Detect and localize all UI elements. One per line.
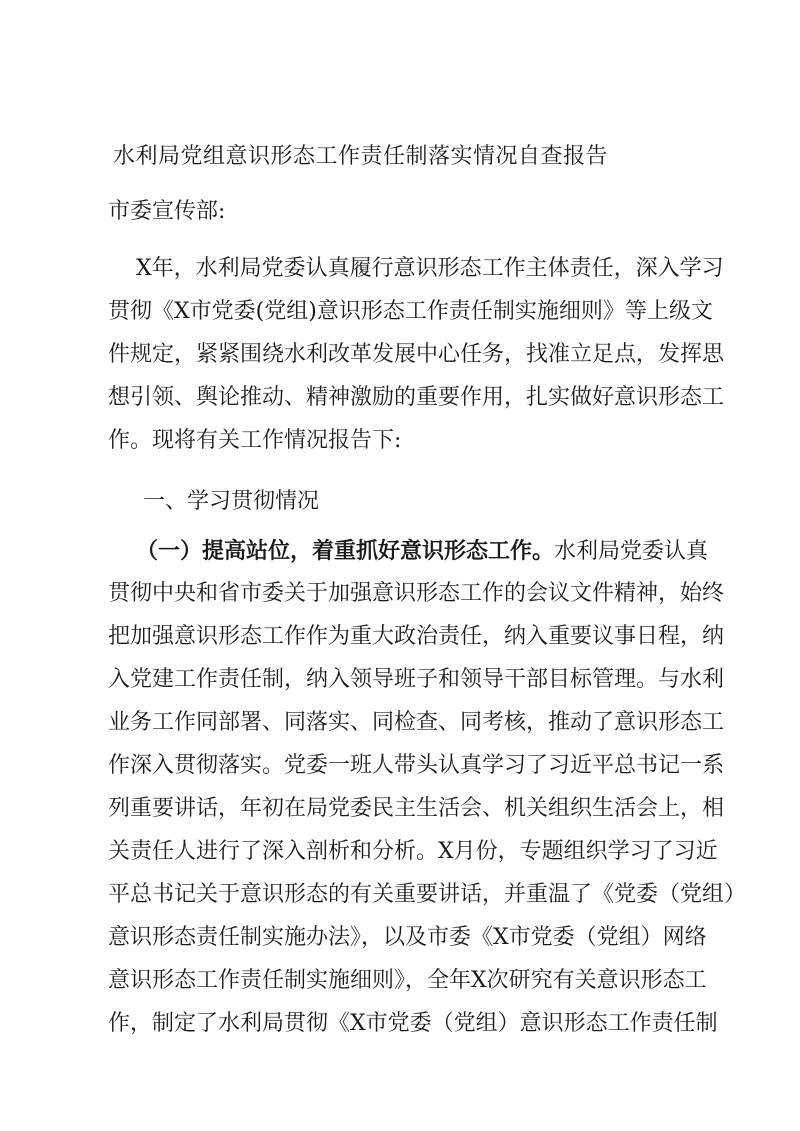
subsection-line-2: 贯彻中央和省市委关于加强意识形态工作的会议文件精神，始终	[108, 581, 725, 606]
subsection-line-3: 把加强意识形态工作作为重大政治责任，纳入重要议事日程，纳	[108, 624, 725, 649]
subsection-first-line	[136, 540, 708, 563]
subsection-line-11: 意识形态工作责任制实施细则》，全年X次研究有关意识形态工	[108, 968, 707, 993]
subsection-line-9: 平总书记关于意识形态的有关重要讲话，并重温了《党委（党组）	[108, 882, 747, 907]
subsection-line-8: 关责任人进行了深入剖析和分析。X月份，专题组织学习了习近	[108, 839, 718, 864]
intro-line-2: 贯彻《X市党委(党组)意识形态工作责任制实施细则》等上级文	[108, 299, 713, 324]
subsection-line-10: 意识形态责任制实施办法》，以及市委《X市党委（党组）网络	[108, 925, 707, 950]
subsection-line-4: 入党建工作责任制，纳入领导班子和领导干部目标管理。与水利	[108, 667, 725, 692]
document-title: 水利局党组意识形态工作责任制落实情况自查报告	[113, 144, 609, 169]
subsection-line-7: 列重要讲话，年初在局党委民主生活会、机关组织生活会上，相	[108, 796, 725, 821]
subsection-line-5: 业务工作同部署、同落实、同检查、同考核，推动了意识形态工	[108, 710, 725, 735]
subsection-lead: （一）提高站位，着重抓好意识形态工作。	[136, 538, 555, 564]
intro-line-1: X年，水利局党委认真履行意识形态工作主体责任，深入学习	[136, 256, 724, 281]
subsection-line-6: 作深入贯彻落实。党委一班人带头认真学习了习近平总书记一系	[108, 753, 725, 778]
intro-line-4: 想引领、舆论推动、精神激励的重要作用，扎实做好意识形态工	[108, 385, 725, 410]
subsection-first-rest: 水利局党委认真	[554, 539, 709, 564]
intro-line-5: 作。现将有关工作情况报告下:	[108, 428, 402, 453]
salutation: 市委宣传部:	[108, 199, 226, 224]
subsection-line-12: 作，制定了水利局贯彻《X市党委（党组）意识形态工作责任制	[108, 1011, 718, 1036]
section-heading: 一、学习贯彻情况	[143, 489, 320, 514]
intro-line-3: 件规定，紧紧围绕水利改革发展中心任务，找准立足点，发挥思	[108, 342, 725, 367]
